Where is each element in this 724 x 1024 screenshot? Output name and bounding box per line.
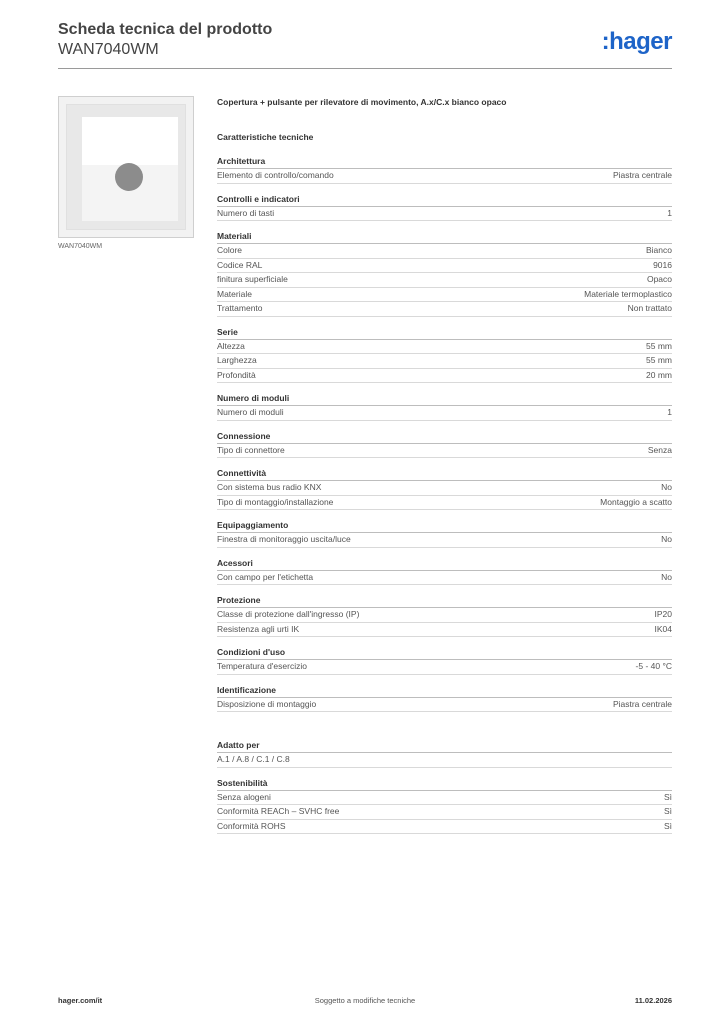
spec-row xyxy=(217,698,672,713)
spec-label: Senza alogeni xyxy=(217,791,271,802)
spec-row xyxy=(217,623,672,638)
motion-sensor-lens xyxy=(115,163,143,191)
product-image xyxy=(58,96,194,238)
spec-value: 1 xyxy=(667,207,672,218)
cover-plate xyxy=(66,104,186,230)
spec-group-title: Protezione xyxy=(217,594,672,608)
spec-group xyxy=(217,557,672,586)
section-title: Caratteristiche tecniche xyxy=(217,132,314,142)
spec-value: 1 xyxy=(667,407,672,417)
spec-label: Disposizione di montaggio xyxy=(217,698,317,709)
sustainability-group xyxy=(217,777,672,835)
plate-window xyxy=(82,117,178,165)
spec-group-title: Controlli e indicatori xyxy=(217,193,672,207)
spec-value: No xyxy=(661,482,672,492)
spec-row xyxy=(217,533,672,548)
spec-group-title: Acessori xyxy=(217,557,672,571)
spec-label: Profondità xyxy=(217,369,256,380)
spec-value: IK04 xyxy=(654,623,672,634)
spec-label: A.1 / A.8 / C.1 / C.8 xyxy=(217,754,290,764)
spec-row xyxy=(217,791,672,806)
product-description: Copertura + pulsante per rilevatore di movimento, A.x/C.x bianco opaco xyxy=(217,97,507,107)
hager-logo[interactable]: :hager xyxy=(601,28,672,55)
spec-row xyxy=(217,571,672,586)
spec-row xyxy=(217,481,672,496)
footer-date: 11.02.2026 xyxy=(634,996,672,1005)
spec-group xyxy=(217,392,672,421)
spec-value: Sì xyxy=(663,791,672,802)
spec-label: Finestra di monitoraggio uscita/luce xyxy=(217,534,351,544)
footer-note: Soggetto a modifiche tecniche xyxy=(314,996,416,1005)
spec-label: Temperatura d'esercizio xyxy=(217,661,307,671)
spec-value: Non trattato xyxy=(627,303,672,313)
spec-row xyxy=(217,406,672,421)
spec-row xyxy=(217,169,672,184)
product-code: WAN7040WM xyxy=(58,41,159,58)
spec-value: Piastra centrale xyxy=(612,170,672,180)
image-caption: WAN7040WM xyxy=(58,243,103,250)
spec-group xyxy=(217,594,672,637)
spec-row xyxy=(217,259,672,274)
spec-group xyxy=(217,646,672,675)
page-title: Scheda tecnica del prodotto xyxy=(58,21,273,38)
spec-row xyxy=(217,369,672,384)
spec-value: Materiale termoplastico xyxy=(584,288,672,299)
spec-label: Colore xyxy=(217,245,243,255)
spec-group xyxy=(217,739,672,768)
spec-value: -5 - 40 °C xyxy=(635,661,672,671)
spec-row xyxy=(217,660,672,675)
spec-group-title: Numero di moduli xyxy=(217,392,672,406)
spec-label: Conformità ROHS xyxy=(217,820,286,831)
spec-value: IP20 xyxy=(654,609,672,619)
spec-group xyxy=(217,519,672,548)
spec-group xyxy=(217,326,672,384)
spec-value: Sì xyxy=(663,820,672,831)
spec-row xyxy=(217,805,672,820)
spec-row xyxy=(217,608,672,623)
spec-group-title: Architettura xyxy=(217,155,672,169)
spec-group-title: Sostenibilità xyxy=(217,777,672,791)
spec-row xyxy=(217,444,672,459)
spec-label: Conformità REACh – SVHC free xyxy=(217,806,340,816)
spec-group-title: Serie xyxy=(217,326,672,340)
spec-value: 9016 xyxy=(653,259,672,270)
spec-group-title: Connettività xyxy=(217,467,672,481)
spec-label: Codice RAL xyxy=(217,259,263,270)
spec-label: Trattamento xyxy=(217,303,263,313)
spec-label: Altezza xyxy=(217,340,245,351)
spec-row xyxy=(217,302,672,317)
spec-label: Materiale xyxy=(217,288,252,299)
spec-label: Numero di tasti xyxy=(217,207,275,218)
spec-groups xyxy=(217,155,672,712)
page-footer xyxy=(58,996,672,1010)
spec-row xyxy=(217,288,672,303)
spec-value: No xyxy=(661,571,672,582)
spec-row xyxy=(217,753,672,768)
page-header xyxy=(58,20,672,70)
spec-value: No xyxy=(661,534,672,544)
spec-row xyxy=(217,340,672,355)
spec-value: 55 mm xyxy=(646,340,672,351)
spec-content xyxy=(217,96,672,843)
spec-label: Tipo di montaggio/installazione xyxy=(217,496,334,507)
spec-value: Opaco xyxy=(646,274,672,284)
spec-label: Resistenza agli urti IK xyxy=(217,623,300,634)
spec-group-title: Materiali xyxy=(217,230,672,244)
spec-label: Con sistema bus radio KNX xyxy=(217,482,322,492)
spacer xyxy=(217,721,672,739)
spec-label: Numero di moduli xyxy=(217,407,284,417)
spec-label: finitura superficiale xyxy=(217,274,288,284)
spec-value: Bianco xyxy=(646,245,672,255)
spec-row xyxy=(217,354,672,369)
spec-group-title: Connessione xyxy=(217,430,672,444)
spec-row xyxy=(217,273,672,288)
spec-label: Classe di protezione dall'ingresso (IP) xyxy=(217,609,360,619)
spec-group xyxy=(217,467,672,510)
spec-row xyxy=(217,496,672,511)
spec-group-title: Equipaggiamento xyxy=(217,519,672,533)
header-divider xyxy=(58,68,672,69)
spec-group xyxy=(217,684,672,713)
spec-group xyxy=(217,155,672,184)
suitable-group xyxy=(217,739,672,768)
spec-row xyxy=(217,207,672,222)
spec-label: Elemento di controllo/comando xyxy=(217,170,334,180)
spec-value: Senza xyxy=(647,444,672,455)
spec-group xyxy=(217,193,672,222)
spec-group-title: Adatto per xyxy=(217,739,672,753)
spec-value: Montaggio a scatto xyxy=(600,496,672,507)
spec-group xyxy=(217,230,672,317)
spec-value: 55 mm xyxy=(646,355,672,365)
spec-group xyxy=(217,430,672,459)
spec-group-title: Condizioni d'uso xyxy=(217,646,672,660)
spec-label: Con campo per l'etichetta xyxy=(217,571,314,582)
spec-label: Larghezza xyxy=(217,355,257,365)
spec-row xyxy=(217,244,672,259)
spec-value: Sì xyxy=(663,806,672,816)
spec-group xyxy=(217,777,672,835)
spec-value: Piastra centrale xyxy=(612,698,672,709)
spec-row xyxy=(217,820,672,835)
spec-group-title: Identificazione xyxy=(217,684,672,698)
spec-label: Tipo di connettore xyxy=(217,444,285,455)
spec-value: 20 mm xyxy=(646,369,672,380)
footer-website-link[interactable]: hager.com/it xyxy=(58,996,103,1005)
